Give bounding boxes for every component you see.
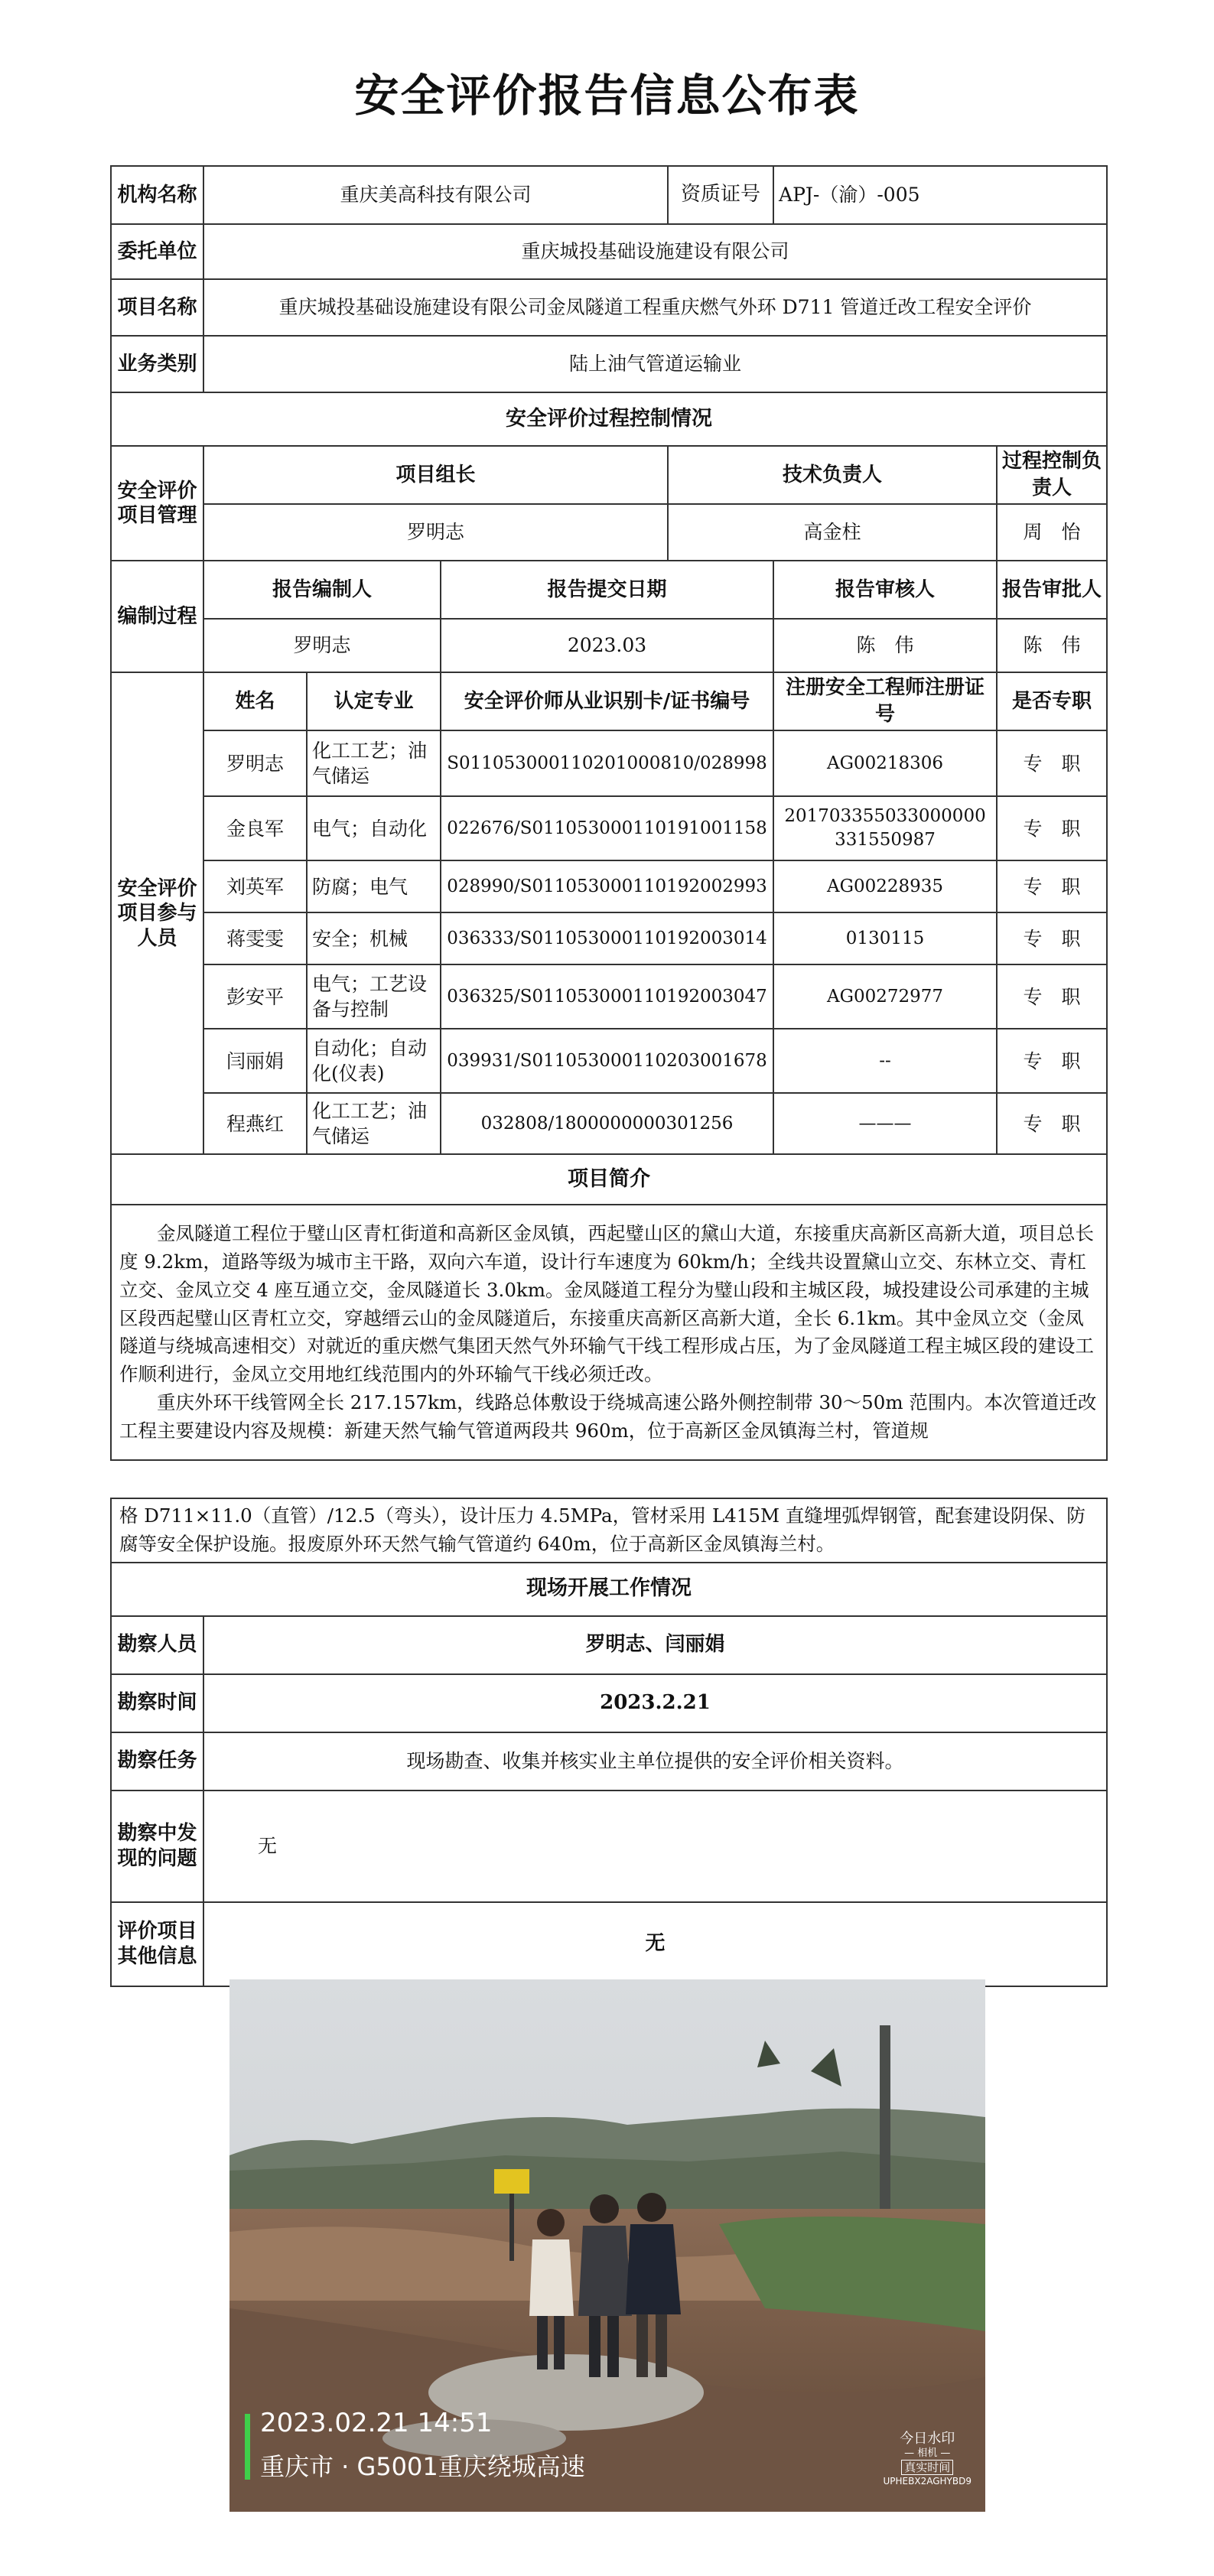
issues-label: 勘察中发现的问题 <box>111 1791 203 1902</box>
mgmt-header-control: 过程控制负责人 <box>997 446 1107 504</box>
intro-continued <box>111 1498 1107 1563</box>
staff-reg: AG00228935 <box>773 860 997 912</box>
compile-header-approver: 报告审批人 <box>997 561 1107 619</box>
mgmt-value-tech: 高金柱 <box>668 504 997 561</box>
site-photo <box>229 1979 985 2512</box>
staff-major: 电气；工艺设备与控制 <box>307 964 441 1029</box>
staff-reg: -- <box>773 1029 997 1093</box>
staff-major: 化工工艺；油气储运 <box>307 730 441 796</box>
compile-value-date: 2023.03 <box>441 619 773 672</box>
org-value: 重庆美高科技有限公司 <box>203 166 668 224</box>
table-row <box>111 912 1107 964</box>
mgmt-value-leader: 罗明志 <box>203 504 668 561</box>
staff-fulltime: 专 职 <box>997 912 1107 964</box>
compile-value-approver: 陈 伟 <box>997 619 1107 672</box>
survey-task-value: 现场勘查、收集并核实业主单位提供的安全评价相关资料。 <box>203 1732 1107 1791</box>
staff-name: 刘英军 <box>203 860 307 912</box>
staff-fulltime: 专 职 <box>997 1029 1107 1093</box>
staff-fulltime: 专 职 <box>997 1093 1107 1154</box>
staff-major: 安全；机械 <box>307 912 441 964</box>
table-row <box>111 860 1107 912</box>
staff-fulltime: 专 职 <box>997 730 1107 796</box>
client-label: 委托单位 <box>111 224 203 279</box>
watermark-camera: — 相机 — <box>904 2447 951 2459</box>
staff-header-card: 安全评价师从业识别卡/证书编号 <box>441 672 773 730</box>
mgmt-header-tech: 技术负责人 <box>668 446 997 504</box>
table-row <box>111 796 1107 860</box>
staff-name: 闫丽娟 <box>203 1029 307 1093</box>
business-label: 业务类别 <box>111 336 203 392</box>
info-table-part2 <box>110 1498 1108 1987</box>
process-section-title: 安全评价过程控制情况 <box>111 392 1107 446</box>
watermark-app: 今日水印 <box>900 2431 955 2447</box>
compile-value-reviewer: 陈 伟 <box>773 619 997 672</box>
issues-value: 无 <box>203 1791 1107 1902</box>
table-row <box>111 1029 1107 1093</box>
page-title: 安全评价报告信息公布表 <box>354 70 860 122</box>
info-table-part1 <box>110 165 1108 1461</box>
intro-paragraph-2: 重庆外环干线管网全长 217.157km，线路总体敷设于绕城高速公路外侧控制带 30～50m 范围内。本次管道迁改工程主要建设内容及规模：新建天然气输气管道两段共 960m，位于高新区金凤镇海兰村，管道规 <box>119 1390 1097 1442</box>
other-value: 无 <box>203 1902 1107 1986</box>
staff-reg: AG00218306 <box>773 730 997 796</box>
staff-name: 程燕红 <box>203 1093 307 1154</box>
intro-paragraphs <box>111 1205 1107 1460</box>
compile-label: 编制过程 <box>111 561 203 672</box>
staff-label: 安全评价项目参与人员 <box>111 672 203 1154</box>
timestamp-accent-bar <box>245 2414 250 2480</box>
staff-reg: AG00272977 <box>773 964 997 1029</box>
survey-people-value: 罗明志、闫丽娟 <box>203 1616 1107 1674</box>
watermark-badge: 真实时间 <box>901 2460 953 2475</box>
staff-reg: 0130115 <box>773 912 997 964</box>
watermark-code: UPHEBX2AGHYBD9 <box>883 2475 972 2487</box>
staff-header-name: 姓名 <box>203 672 307 730</box>
survey-time-value: 2023.2.21 <box>203 1674 1107 1732</box>
survey-time-label: 勘察时间 <box>111 1674 203 1732</box>
photo-location: 重庆市 · G5001重庆绕城高速 <box>260 2452 585 2481</box>
intro-paragraph-3: 格 D711×11.0（直管）/12.5（弯头），设计压力 4.5MPa，管材采用 L415M 直缝埋弧焊钢管，配套建设阴保、防腐等安全保护设施。报废原外环天然气输气管道约 640m，位于高新区金凤镇海兰村。 <box>119 1504 1085 1555</box>
compile-header-reviewer: 报告审核人 <box>773 561 997 619</box>
staff-header-reg: 注册安全工程师注册证号 <box>773 672 997 730</box>
staff-card: 022676/S011053000110191001158 <box>441 796 773 860</box>
staff-header-major: 认定专业 <box>307 672 441 730</box>
project-value: 重庆城投基础设施建设有限公司金凤隧道工程重庆燃气外环 D711 管道迁改工程安全评价 <box>203 279 1107 336</box>
mgmt-label: 安全评价项目管理 <box>111 446 203 561</box>
staff-major: 自动化；自动化(仪表) <box>307 1029 441 1093</box>
survey-people-label: 勘察人员 <box>111 1616 203 1674</box>
photo-timestamp: 2023.02.21 14:51 <box>260 2408 493 2438</box>
staff-card: 036325/S011053000110192003047 <box>441 964 773 1029</box>
staff-fulltime: 专 职 <box>997 796 1107 860</box>
business-value: 陆上油气管道运输业 <box>203 336 1107 392</box>
photo-watermark <box>884 2431 972 2487</box>
staff-fulltime: 专 职 <box>997 964 1107 1029</box>
mgmt-value-control: 周 怡 <box>997 504 1107 561</box>
staff-reg: 201703355033000000331550987 <box>773 796 997 860</box>
staff-fulltime: 专 职 <box>997 860 1107 912</box>
client-value: 重庆城投基础设施建设有限公司 <box>203 224 1107 279</box>
survey-task-label: 勘察任务 <box>111 1732 203 1791</box>
staff-card: 028990/S011053000110192002993 <box>441 860 773 912</box>
table-row <box>111 1093 1107 1154</box>
cert-label: 资质证号 <box>668 166 773 224</box>
staff-card: 032808/1800000000301256 <box>441 1093 773 1154</box>
staff-name: 罗明志 <box>203 730 307 796</box>
staff-card: 039931/S011053000110203001678 <box>441 1029 773 1093</box>
field-section-title: 现场开展工作情况 <box>111 1563 1107 1616</box>
other-label: 评价项目其他信息 <box>111 1902 203 1986</box>
intro-paragraph-1: 金凤隧道工程位于璧山区青杠街道和高新区金凤镇，西起璧山区的黛山大道，东接重庆高新区高新大道，项目总长度 9.2km，道路等级为城市主干路，双向六车道，设计行车速度为 60km/h；全线共设置黛山立交、东林立交、青杠立交、金凤立交 4 座互通立交，金凤隧道长 3.0km。金凤隧道工程分为璧山段和主城区段，城投建设公司承建的主城区段西起璧山区青杠立交，穿越缙云山的金凤隧道后，东接重庆高新区高新大道，全长 6.1km。其中金凤立交（金凤隧道与绕城高速相交）对就近的重庆燃气集团天然气外环输气干线工程形成占压，为了金凤隧道工程主城区段的建设工作顺利进行，金凤立交用地红线范围内的外环输气干线必须迁改。 <box>119 1222 1094 1386</box>
project-label: 项目名称 <box>111 279 203 336</box>
table-row <box>111 964 1107 1029</box>
compile-header-writer: 报告编制人 <box>203 561 441 619</box>
compile-header-date: 报告提交日期 <box>441 561 773 619</box>
staff-name: 彭安平 <box>203 964 307 1029</box>
staff-major: 防腐；电气 <box>307 860 441 912</box>
staff-card: 036333/S011053000110192003014 <box>441 912 773 964</box>
intro-section-title: 项目简介 <box>111 1154 1107 1205</box>
staff-header-fulltime: 是否专职 <box>997 672 1107 730</box>
staff-name: 金良军 <box>203 796 307 860</box>
mgmt-header-leader: 项目组长 <box>203 446 668 504</box>
staff-card: S011053000110201000810/028998 <box>441 730 773 796</box>
staff-name: 蒋雯雯 <box>203 912 307 964</box>
org-label: 机构名称 <box>111 166 203 224</box>
staff-major: 电气；自动化 <box>307 796 441 860</box>
cert-value: APJ-（渝）-005 <box>773 166 1107 224</box>
staff-reg: ——— <box>773 1093 997 1154</box>
staff-major: 化工工艺；油气储运 <box>307 1093 441 1154</box>
table-row <box>111 730 1107 796</box>
compile-value-writer: 罗明志 <box>203 619 441 672</box>
